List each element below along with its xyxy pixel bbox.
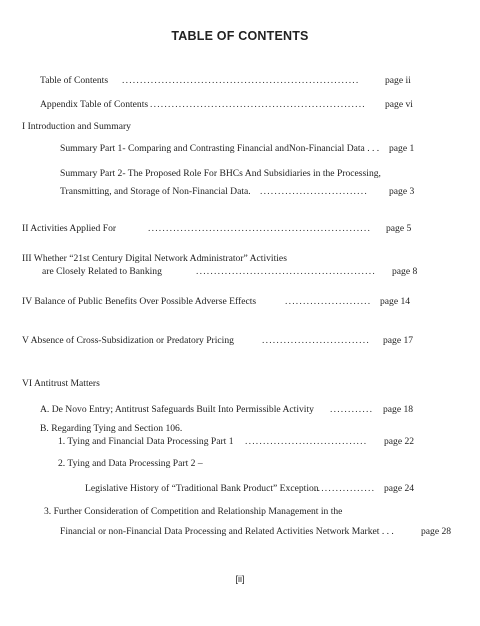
leader-dots: ................. bbox=[314, 483, 376, 494]
page-number: page 22 bbox=[384, 436, 415, 447]
leader-dots: .............................. bbox=[262, 335, 370, 346]
leader-dots: .............................. bbox=[260, 186, 368, 197]
leader-dots: ............................................................ bbox=[150, 99, 366, 110]
leader-dots: .............................................................. bbox=[148, 223, 372, 234]
toc-entry-summary-part-2[interactable]: Summary Part 2- The Proposed Role For BHCs And Subsidiaries in the Processing, bbox=[60, 168, 381, 179]
toc-entry-tying-part-1[interactable]: 1. Tying and Financial Data Processing Part 1 bbox=[58, 436, 234, 447]
toc-entry-legislative-history[interactable]: Legislative History of “Traditional Bank Product” Exception bbox=[85, 483, 319, 494]
page-number: page 5 bbox=[386, 223, 412, 234]
toc-entry-further-consideration[interactable]: 3. Further Consideration of Competition and Relationship Management in the bbox=[44, 506, 343, 517]
page-number: page 28 bbox=[421, 526, 452, 537]
toc-entry-summary-part-2-cont[interactable]: Transmitting, and Storage of Non-Financial Data. bbox=[60, 186, 251, 197]
toc-section-balance[interactable]: IV Balance of Public Benefits Over Possible Adverse Effects bbox=[22, 296, 257, 307]
page-number: page 24 bbox=[384, 483, 415, 494]
toc-entry-appendix[interactable]: Appendix Table of Contents bbox=[40, 99, 149, 110]
toc-entry-tying-part-2[interactable]: 2. Tying and Data Processing Part 2 – bbox=[58, 458, 203, 469]
toc-section-cross-subsidization[interactable]: V Absence of Cross-Subsidization or Predatory Pricing bbox=[22, 335, 234, 346]
toc-section-antitrust[interactable]: VI Antitrust Matters bbox=[22, 378, 100, 389]
toc-section-introduction[interactable]: I Introduction and Summary bbox=[22, 121, 131, 132]
toc-entry-closely-related[interactable]: are Closely Related to Banking bbox=[42, 266, 162, 277]
leader-dots: ........................ bbox=[285, 296, 372, 307]
leader-dots: ............ bbox=[330, 404, 374, 415]
leader-dots: .................................................................. bbox=[122, 75, 360, 86]
page-footer: [ii] bbox=[235, 574, 245, 584]
page-number: page 17 bbox=[383, 335, 414, 346]
toc-section-whether[interactable]: III Whether “21st Century Digital Network Administrator” Activities bbox=[22, 253, 287, 264]
toc-entry-tying[interactable]: B. Regarding Tying and Section 106. bbox=[40, 423, 183, 434]
toc-entry-summary-part-1[interactable]: Summary Part 1- Comparing and Contrasting Financial andNon-Financial Data . . . bbox=[60, 143, 380, 154]
page-number: page 8 bbox=[392, 266, 418, 277]
toc-entry-network-market[interactable]: Financial or non-Financial Data Processing and Related Activities Network Market . . . bbox=[60, 526, 394, 537]
page-number: page ii bbox=[385, 75, 411, 86]
toc-entry-de-novo[interactable]: A. De Novo Entry; Antitrust Safeguards Built Into Permissible Activity bbox=[40, 404, 314, 415]
page-number: page 14 bbox=[380, 296, 411, 307]
page-title: TABLE OF CONTENTS bbox=[171, 29, 309, 43]
page-number: page 3 bbox=[389, 186, 415, 197]
page-number: page vi bbox=[385, 99, 413, 110]
toc-section-activities[interactable]: II Activities Applied For bbox=[22, 223, 117, 234]
leader-dots: .................................................. bbox=[196, 266, 376, 277]
toc-entry-table-of-contents[interactable]: Table of Contents bbox=[40, 75, 109, 86]
page-number: page 1 bbox=[389, 143, 415, 154]
leader-dots: .................................. bbox=[245, 436, 368, 447]
page-number: page 18 bbox=[383, 404, 414, 415]
